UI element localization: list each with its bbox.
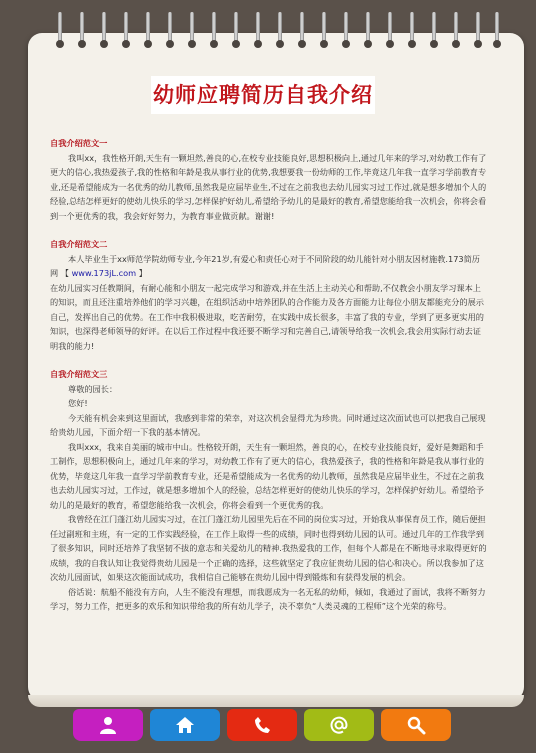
phone-button[interactable] (227, 709, 297, 741)
article-content (50, 136, 488, 628)
paragraph: 今天能有机会来到这里面试，我感到非常的荣幸，对这次机会显得尤为珍贵。同时通过这次面试也可以把我自己展现给贵幼儿园，下面介绍一下我的基本情况。 (50, 412, 486, 437)
paragraph: 本人毕业生于xx师范学院幼师专业,今年21岁,有爱心和责任心对于不同阶段的幼儿能针对小朋友因材施教.173简历网 【 www.173jL.com 】 (50, 253, 480, 278)
spiral-binding (56, 12, 501, 56)
section-2 (50, 237, 488, 353)
section-3 (50, 367, 488, 614)
bottom-nav-bar (73, 709, 451, 743)
section-1 (50, 136, 488, 223)
home-button[interactable] (150, 709, 220, 741)
intro-text: 本人毕业生于xx师范学院幼师专业,今年21岁,有爱心和责任心对于不同阶段的幼儿能针对小朋友因材施教.173简历网 (50, 253, 480, 278)
page-title: 幼师应聘简历自我介绍 (153, 83, 373, 107)
search-icon (406, 715, 426, 735)
profile-button[interactable] (73, 709, 143, 741)
email-button[interactable] (304, 709, 374, 741)
greeting: 您好! (68, 398, 88, 408)
at-icon (329, 715, 349, 735)
paragraph: 在幼儿园实习任教期间，有耐心能和小朋友一起完成学习和游戏,并在生活上主动关心和帮助,不仅教会小朋友学习课本上的知识，而且还注重培养他们的学习兴趣，在组织活动中培养团队的合作能力及各方面能力让每位小朋友都能充分的展示自己，发挥出自己的优势。在工作中我积极进取，吃苦耐劳，在实践中成长很多，丰富了我的专业，学到了更多更实用的知识，也深得老师领导的好评。在以后工作过程中我还要不断学习和完善自己,请领导给我一次机会,我会用实际行动去证明我的能力! (50, 282, 484, 351)
person-icon (98, 715, 118, 735)
paragraph: 我叫xx，我性格开朗,天生有一颗坦然,善良的心,在校专业技能良好,思想积极向上,通过几年来的学习,对幼教工作有了更大的信心,我热爱孩子,我的性格和年龄是我从事行业的优势,我想要我一份幼师的工作,毕竟这几年我一直学习学前教育专业,还是希望能成为一名优秀的幼儿教师,虽然我是应届毕业生,不过在之前我也去幼儿园实习过工作过,就是想多增加个人的经验,总结怎样更好的使幼儿快乐的学习,怎样保护好幼儿,希望给予幼儿的是最好的教育,希望您能给我一次机会，你将会看到一个更优秀的我，我会好好努力，为教育事业做贡献。谢谢! (50, 152, 487, 221)
page-bottom-edge (28, 695, 524, 707)
home-icon (175, 715, 195, 735)
section-heading: 自我介绍范文二 (50, 239, 108, 249)
site-link[interactable]: www.173jL.com (71, 268, 137, 278)
search-button[interactable] (381, 709, 451, 741)
section-heading: 自我介绍范文一 (50, 138, 108, 148)
paragraph: 俗话说：航船不能没有方向，人生不能没有理想，而我愿成为一名无私的幼师，倾如，我通过了面试，我将不断努力学习，努力工作，把更多的欢乐和知识带给我的所有幼儿学子，决不辜负“人类灵魂的工程师”这个光荣的称号。 (50, 586, 486, 611)
salutation: 尊敬的园长： (68, 383, 118, 394)
paragraph: 我叫xxx，我来自美丽的城市中山。性格较开朗，天生有一颗坦然，善良的心，在校专业技能良好，爱好是舞蹈和手工制作，思想积极向上，通过几年来的学习，对幼教工作有了更大的信心，我热爱孩子，我的性格和年龄是我从事行业的优势，毕竟这几年我一直学习学前教育专业，还是希望能成为一名优秀的幼儿教师，虽然我是应届毕业生，不过在之前我也去幼儿园实习过，工作过，就是想多增加个人的经验，总结怎样更好的使幼儿快乐的学习，怎样保护好幼儿。希望给予幼儿的是最好的教育，希望您能给我一次机会，你将会看到一个更优秀的我。 (50, 441, 484, 510)
paragraph: 我曾经在江门蓬江幼儿园实习过，在江门蓬江幼儿园里先后在不同的岗位实习过，开始我从事保育员工作，随后便担任过副班和主班，有一定的工作实践经验，在工作上取得一些的成绩，同时也得到幼儿园的认可。通过几年的工作我学到了很多知识，同时还培养了我坚韧不拔的意志和关爱幼儿的精神.我热爱我的工作，但每个人都是在不断地寻求取得更好的成绩，我的自我认知让我觉得贵幼儿园是一个正确的选择，这些就坚定了我应征贵幼儿园的信心和决心。所以我参加了这次幼儿园面试，如果这次能面试成功，我相信自己能够在贵幼儿园中得到锻炼和有获得发展的机会。 (50, 514, 487, 582)
section-heading: 自我介绍范文三 (50, 369, 108, 379)
phone-icon (252, 715, 272, 735)
